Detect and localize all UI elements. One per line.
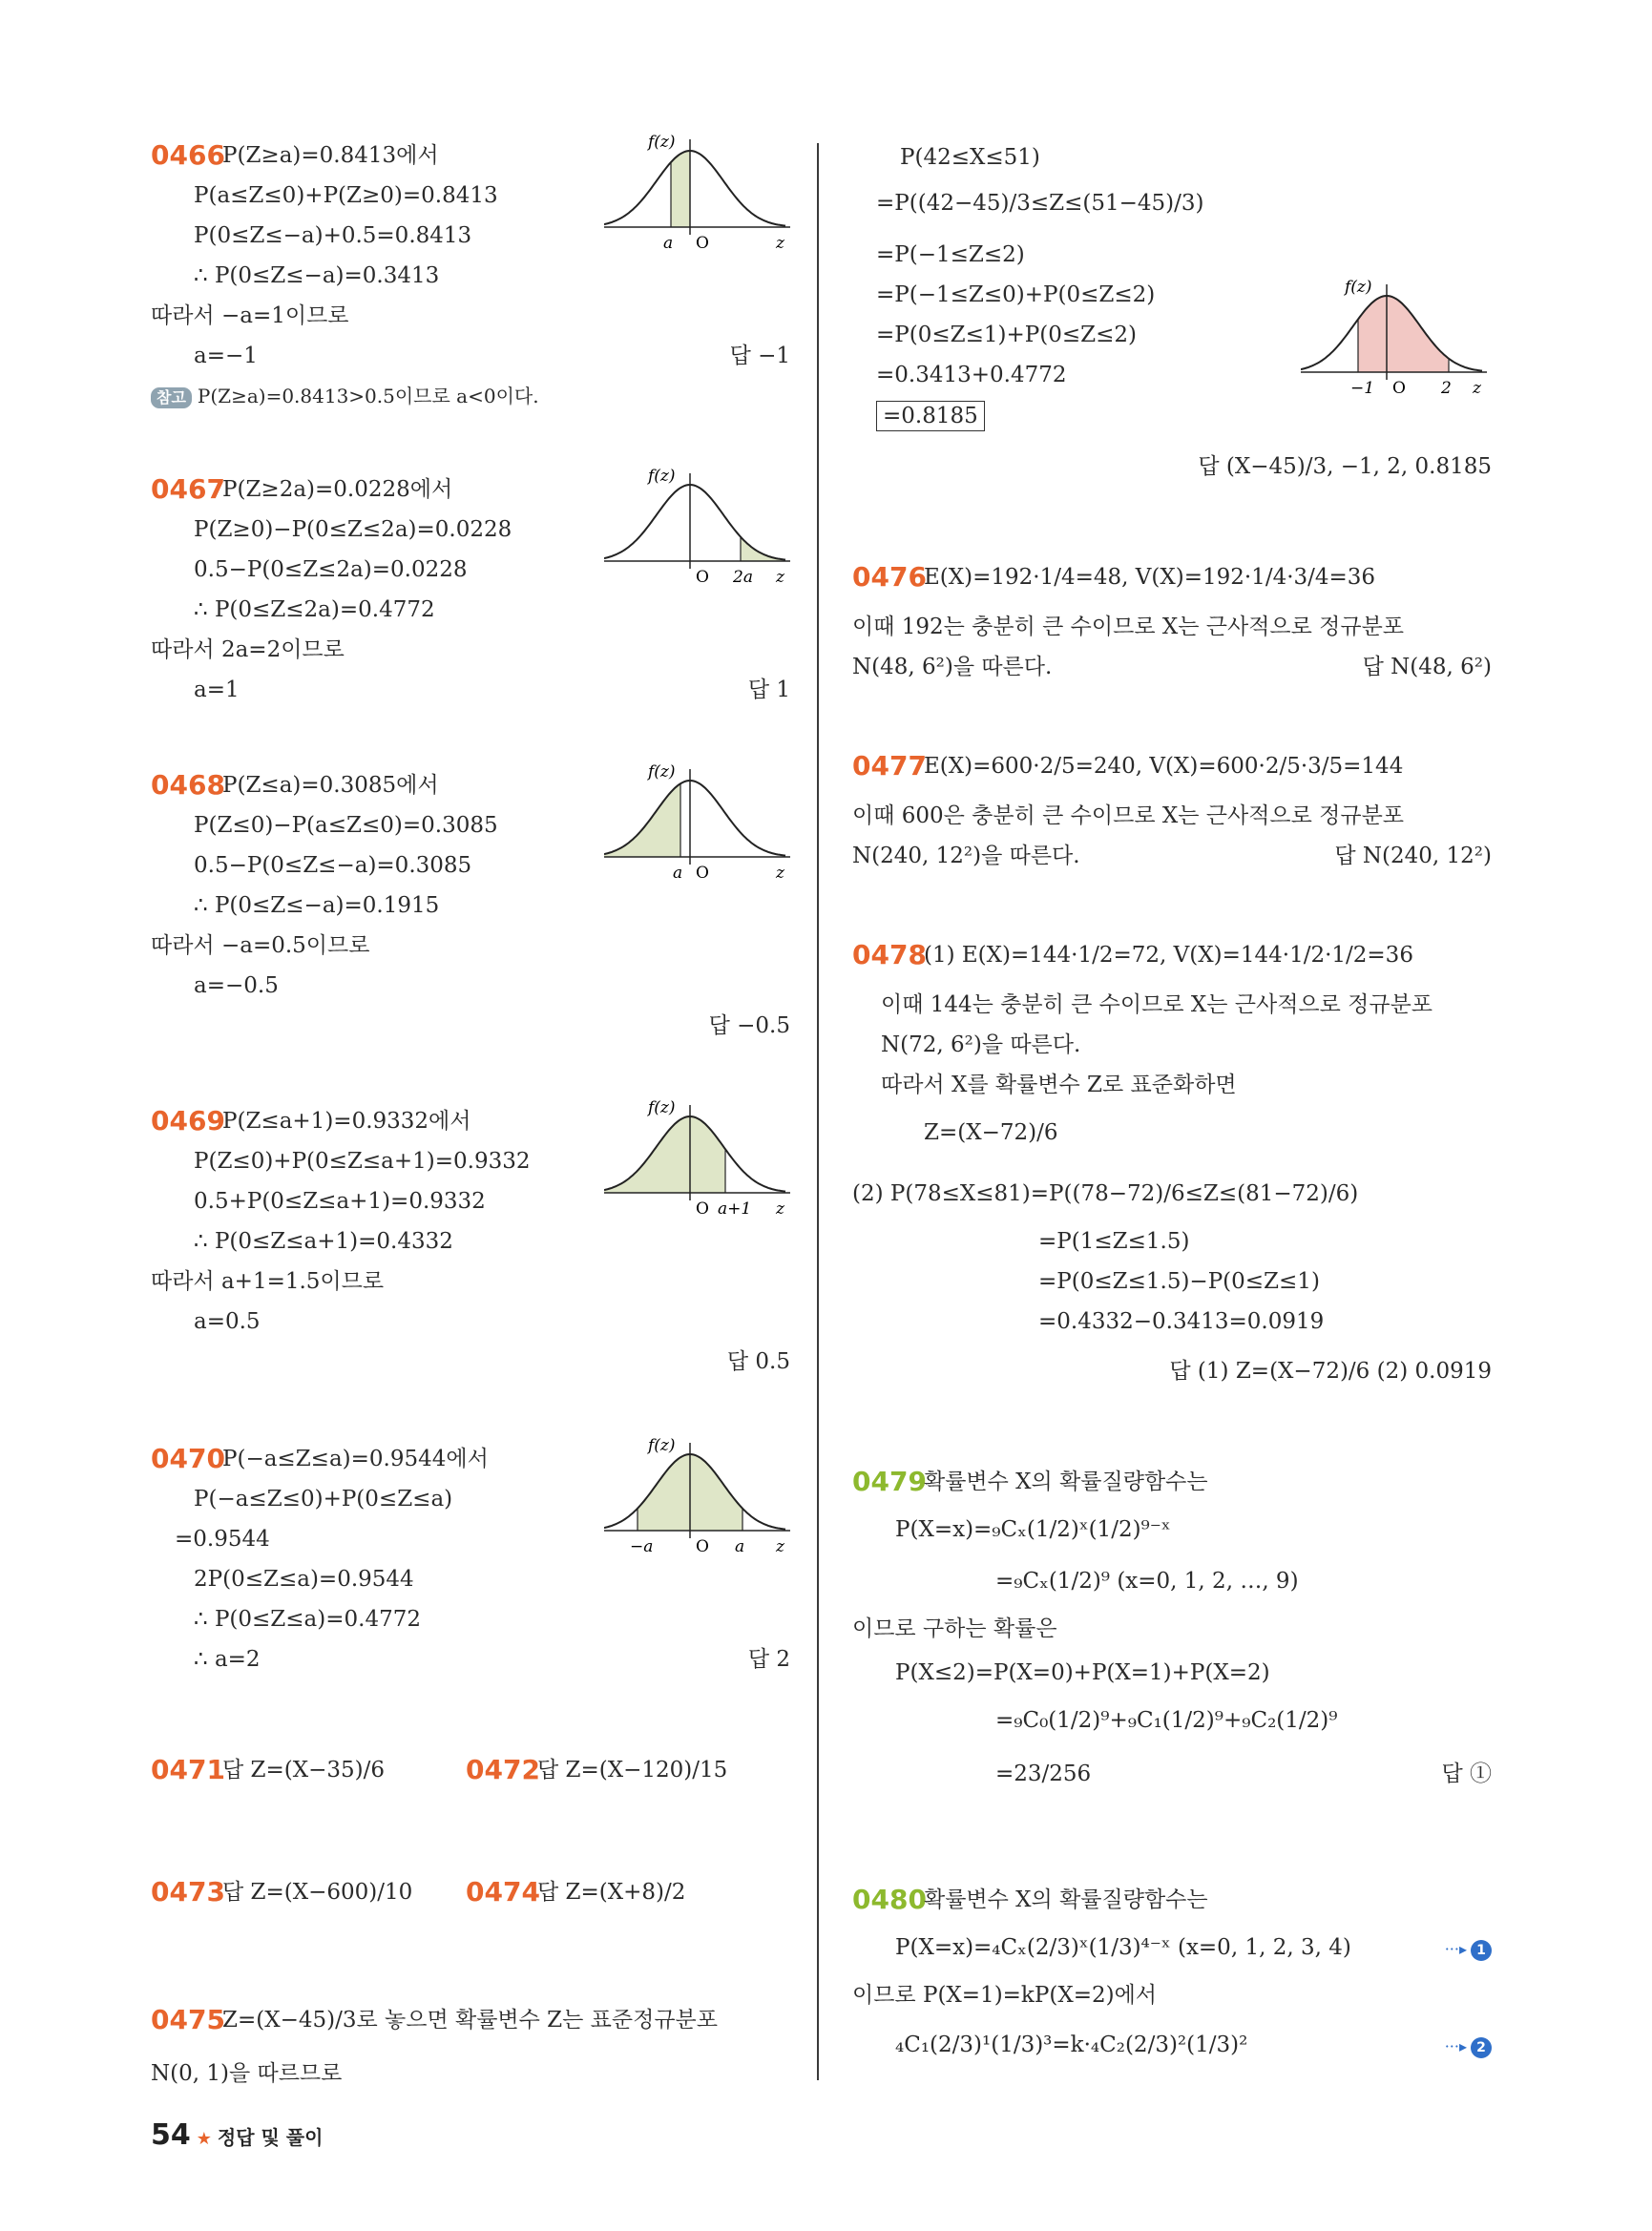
answer: 답 2 — [747, 1647, 790, 1672]
answer: 답 (X−45)/3, −1, 2, 0.8185 — [1198, 454, 1492, 479]
graph-0467-curve-line — [604, 485, 785, 560]
solution-line: 따라서 2a=2이므로 — [151, 637, 345, 662]
step-marker — [1445, 1933, 1492, 1964]
problem-number: 0480 — [852, 1884, 927, 1915]
graph-0466-axis-label: f(z) — [648, 133, 676, 152]
solution-line: 이때 144는 충분히 큰 수이므로 X는 근사적으로 정규분포 — [881, 992, 1433, 1017]
answer: 답 Z=(X−600)/10 — [222, 1880, 413, 1905]
answer: 답 −0.5 — [708, 1013, 790, 1038]
problem-number: 0470 — [151, 1443, 225, 1474]
solution-line: P(Z≥a)=0.8413에서 — [222, 143, 439, 168]
answer: 답 0.5 — [726, 1349, 790, 1374]
problem-number: 0477 — [852, 750, 927, 782]
solution-line: ∴ a=2 — [194, 1647, 261, 1672]
answer: 답 ① — [1441, 1762, 1492, 1786]
graph-0470-tick-label: O — [696, 1537, 709, 1556]
graph-0469-shaded-area — [604, 1116, 725, 1193]
graph-0466-tick-label: a — [663, 234, 674, 253]
solution-line: P(−a≤Z≤a)=0.9544에서 — [222, 1447, 489, 1471]
page-footer — [151, 2118, 323, 2152]
page-number: 54 — [151, 2118, 191, 2152]
solution-line: a=0.5 — [194, 1309, 261, 1334]
graph-0467-tick-label: z — [776, 568, 784, 587]
solution-line: (2) P(78≤X≤81)=P((78−72)/6≤Z≤(81−72)/6) — [852, 1181, 1359, 1206]
solution-line: P(Z≤0)−P(a≤Z≤0)=0.3085 — [194, 813, 498, 838]
solution-line: 따라서 −a=1이므로 — [151, 303, 349, 328]
problem-number: 0471 — [151, 1754, 225, 1785]
dots-icon: ···▸ — [1444, 1940, 1467, 1958]
graph-0469-tick-label: z — [776, 1199, 784, 1219]
solution-line: P(a≤Z≤0)+P(Z≥0)=0.8413 — [194, 183, 498, 208]
graph-0475-normal-curve — [1301, 277, 1492, 401]
graph-0468-tick-label: a — [673, 864, 683, 883]
answer: 답 N(240, 12²) — [1334, 844, 1492, 868]
solution-line: =P(0≤Z≤1)+P(0≤Z≤2) — [876, 323, 1137, 347]
solution-line: Z=(X−45)/3로 놓으면 확률변수 Z는 표준정규분포 — [222, 2008, 718, 2033]
dots-icon: ···▸ — [1444, 2037, 1467, 2055]
step-number: 1 — [1471, 1940, 1492, 1961]
solution-line: =P(−1≤Z≤0)+P(0≤Z≤2) — [876, 282, 1156, 307]
solution-line: a=−0.5 — [194, 973, 279, 998]
solution-line: 확률변수 X의 확률질량함수는 — [924, 1470, 1208, 1494]
solution-line: ∴ P(0≤Z≤−a)=0.1915 — [194, 893, 440, 918]
solution-line: 따라서 −a=0.5이므로 — [151, 933, 370, 958]
note-badge: 참고 — [151, 387, 192, 408]
solution-line: P(Z≥0)−P(0≤Z≤2a)=0.0228 — [194, 517, 512, 542]
column-divider — [817, 143, 819, 2080]
solution-line: =23/256 — [995, 1762, 1092, 1786]
graph-0475-tick-label: −1 — [1350, 379, 1375, 398]
graph-0466-tick-label: O — [696, 234, 709, 253]
note — [151, 382, 539, 410]
solution-line: a=−1 — [194, 344, 258, 368]
solution-line: 이때 600은 충분히 큰 수이므로 X는 근사적으로 정규분포 — [852, 803, 1405, 828]
solution-line: =P((42−45)/3≤Z≤(51−45)/3) — [876, 191, 1204, 216]
graph-0469-axis-label: f(z) — [648, 1098, 676, 1117]
graph-0470-tick-label: a — [735, 1537, 745, 1556]
solution-line: N(48, 6²)을 따른다. — [852, 655, 1053, 679]
graph-0466-shaded-area — [671, 151, 690, 227]
solution-line: 0.5−P(0≤Z≤−a)=0.3085 — [194, 853, 472, 878]
solution-line: a=1 — [194, 678, 240, 702]
problem-number: 0478 — [852, 939, 927, 970]
graph-0469-tick-label: O — [696, 1199, 709, 1219]
solution-line: P(Z≥2a)=0.0228에서 — [222, 477, 453, 502]
problem-number: 0476 — [852, 561, 927, 593]
solution-line: 2P(0≤Z≤a)=0.9544 — [194, 1567, 414, 1592]
solution-line: 따라서 X를 확률변수 Z로 표준화하면 — [881, 1073, 1237, 1097]
solution-line: E(X)=192·1/4=48, V(X)=192·1/4·3/4=36 — [924, 565, 1376, 590]
problem-number: 0475 — [151, 2004, 225, 2035]
graph-0467-normal-curve — [604, 466, 795, 590]
graph-0468-tick-label: z — [776, 864, 784, 883]
solution-line: P(X≤2)=P(X=0)+P(X=1)+P(X=2) — [895, 1660, 1270, 1685]
solution-line: 0.5+P(0≤Z≤a+1)=0.9332 — [194, 1189, 486, 1214]
problem-number: 0474 — [466, 1876, 540, 1908]
answer: 답 Z=(X−35)/6 — [222, 1758, 386, 1783]
problem-number: 0479 — [852, 1466, 927, 1497]
solution-line: P(0≤Z≤−a)+0.5=0.8413 — [194, 223, 472, 248]
solution-line: 이때 192는 충분히 큰 수이므로 X는 근사적으로 정규분포 — [852, 615, 1405, 639]
solution-line: =P(1≤Z≤1.5) — [1038, 1229, 1190, 1254]
problem-number: 0473 — [151, 1876, 225, 1908]
graph-0468-normal-curve — [604, 761, 795, 886]
graph-0466-tick-label: z — [776, 234, 784, 253]
graph-0475-tick-label: 2 — [1441, 379, 1452, 398]
step-marker — [1445, 2031, 1492, 2061]
problem-number: 0468 — [151, 769, 225, 801]
graph-0475-axis-label: f(z) — [1345, 278, 1372, 297]
graph-0470-tick-label: z — [776, 1537, 784, 1556]
solution-line: =0.9544 — [175, 1527, 270, 1552]
solution-line: =0.8185 — [876, 401, 985, 431]
graph-0475-tick-label: z — [1473, 379, 1481, 398]
solution-line: 0.5−P(0≤Z≤2a)=0.0228 — [194, 557, 468, 582]
solution-line: ₄C₁(2/3)¹(1/3)³=k·₄C₂(2/3)²(1/3)² — [895, 2033, 1248, 2057]
solution-line: P(42≤X≤51) — [900, 145, 1040, 170]
graph-0466-normal-curve — [604, 132, 795, 256]
answer: 답 1 — [747, 678, 790, 702]
solution-line: P(X=x)=₉Cₓ(1/2)ˣ(1/2)⁹⁻ˣ — [895, 1517, 1171, 1542]
problem-number: 0467 — [151, 473, 225, 505]
graph-0468-axis-label: f(z) — [648, 762, 676, 782]
solution-line: P(Z≤0)+P(0≤Z≤a+1)=0.9332 — [194, 1149, 531, 1174]
solution-line: ∴ P(0≤Z≤−a)=0.3413 — [194, 263, 440, 288]
solution-line: P(−a≤Z≤0)+P(0≤Z≤a) — [194, 1487, 453, 1512]
solution-line: 이므로 구하는 확률은 — [852, 1616, 1057, 1641]
answer: 답 −1 — [729, 344, 790, 368]
solution-line: N(240, 12²)을 따른다. — [852, 844, 1080, 868]
note-text: P(Z≥a)=0.8413>0.5이므로 a<0이다. — [197, 385, 539, 407]
graph-0475-tick-label: O — [1392, 379, 1406, 398]
solution-line: =₉Cₓ(1/2)⁹ (x=0, 1, 2, …, 9) — [995, 1569, 1299, 1594]
answer: 답 Z=(X−120)/15 — [537, 1758, 728, 1783]
solution-line: =₉C₀(1/2)⁹+₉C₁(1/2)⁹+₉C₂(1/2)⁹ — [995, 1708, 1338, 1733]
solution-line: 이므로 P(X=1)=kP(X=2)에서 — [852, 1983, 1158, 2008]
solution-line: ∴ P(0≤Z≤a+1)=0.4332 — [194, 1229, 453, 1254]
graph-0466-curve-line — [604, 151, 785, 226]
graph-0467-tick-label: 2a — [733, 568, 753, 587]
answer: 답 (1) Z=(X−72)/6 (2) 0.0919 — [1169, 1359, 1492, 1384]
solution-line: P(X=x)=₄Cₓ(2/3)ˣ(1/3)⁴⁻ˣ (x=0, 1, 2, 3, 4) — [895, 1935, 1351, 1960]
solution-line: =P(0≤Z≤1.5)−P(0≤Z≤1) — [1038, 1269, 1320, 1294]
solution-line: Z=(X−72)/6 — [924, 1120, 1058, 1145]
solution-line: 따라서 a+1=1.5이므로 — [151, 1269, 385, 1294]
solution-line: N(72, 6²)을 따른다. — [881, 1032, 1081, 1057]
solution-line: E(X)=600·2/5=240, V(X)=600·2/5·3/5=144 — [924, 754, 1404, 779]
problem-number: 0472 — [466, 1754, 540, 1785]
solution-line: =0.3413+0.4772 — [876, 363, 1067, 387]
graph-0469-normal-curve — [604, 1097, 795, 1221]
graph-0470-normal-curve — [604, 1435, 795, 1559]
solution-line: (1) E(X)=144·1/2=72, V(X)=144·1/2·1/2=36 — [924, 943, 1413, 968]
problem-number: 0469 — [151, 1105, 225, 1136]
star-icon: ★ — [196, 2129, 212, 2149]
graph-0468-tick-label: O — [696, 864, 709, 883]
graph-0470-tick-label: −a — [630, 1537, 654, 1556]
solution-line: N(0, 1)을 따르므로 — [151, 2061, 343, 2086]
solution-line: P(Z≤a+1)=0.9332에서 — [222, 1109, 471, 1134]
solution-line: ∴ P(0≤Z≤a)=0.4772 — [194, 1607, 421, 1632]
graph-0467-axis-label: f(z) — [648, 467, 676, 486]
answer: 답 N(48, 6²) — [1362, 655, 1492, 679]
answer: 답 Z=(X+8)/2 — [537, 1880, 686, 1905]
solution-line: ∴ P(0≤Z≤2a)=0.4772 — [194, 597, 435, 622]
solution-line: =P(−1≤Z≤2) — [876, 242, 1025, 267]
problem-number: 0466 — [151, 139, 225, 171]
solution-line: 확률변수 X의 확률질량함수는 — [924, 1887, 1208, 1912]
footer-title: 정답 및 풀이 — [217, 2126, 324, 2149]
graph-0470-axis-label: f(z) — [648, 1436, 676, 1455]
graph-0467-tick-label: O — [696, 568, 709, 587]
graph-0467-shaded-area — [741, 537, 785, 561]
graph-0475-shaded-area — [1358, 296, 1449, 372]
step-number: 2 — [1471, 2037, 1492, 2058]
graph-0469-tick-label: a+1 — [718, 1199, 752, 1219]
solution-line: P(Z≤a)=0.3085에서 — [222, 773, 439, 798]
solution-line: =0.4332−0.3413=0.0919 — [1038, 1309, 1325, 1334]
